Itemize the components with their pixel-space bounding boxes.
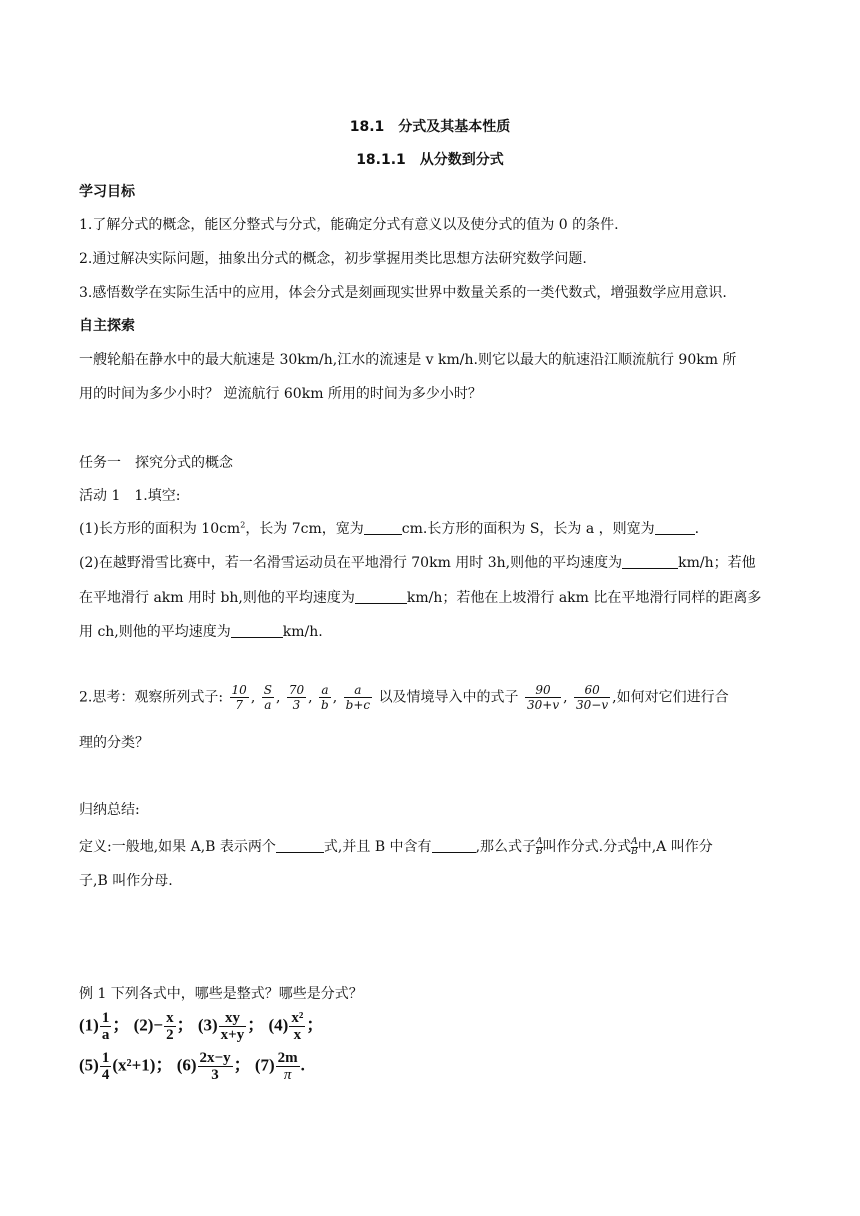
separator: ；	[155, 1055, 173, 1075]
goals-heading: 学习目标	[79, 184, 135, 200]
goal-item-2: 2.通过解决实际问题，抽象出分式的概念，初步掌握用类比思想方法研究数学问题.	[79, 251, 587, 267]
fill-blank[interactable]	[355, 589, 407, 604]
fill2-text-l1b: km/h；若他	[678, 555, 756, 571]
fraction	[164, 1010, 176, 1043]
goal-item-1: 1.了解分式的概念，能区分整式与分式，能确定分式有意义以及使分式的值为 0 的条件.	[79, 217, 619, 233]
fill-question-2-line-2	[79, 587, 761, 607]
fraction	[344, 683, 372, 712]
numerator: xy	[219, 1010, 247, 1027]
think-question-line-2: 理的分类？	[79, 735, 149, 751]
fill2-text-l2b: km/h；若他在上坡滑行 akm 比在平地滑行同样的距离多	[406, 590, 762, 606]
fill-blank[interactable]	[276, 838, 324, 853]
fraction	[230, 683, 249, 712]
example-expressions-row-2	[79, 1050, 305, 1083]
denominator: 3	[211, 1067, 219, 1083]
denominator: 7	[235, 698, 243, 712]
def-text-2: 式,并且 B 中含有	[323, 839, 432, 855]
definition-line-2: 子,B 叫作分母.	[79, 873, 173, 889]
end-period: .	[300, 1055, 305, 1075]
fill1-text-c: cm.长方形的面积为 S，长为 a ，则宽为	[401, 521, 655, 537]
separator: ；	[176, 1015, 194, 1035]
expr-label: (5)	[79, 1055, 99, 1075]
fraction	[319, 683, 331, 712]
numerator: 70	[288, 683, 305, 697]
numerator: 90	[525, 683, 561, 698]
fill-question-2-line-1	[79, 552, 756, 572]
think-suffix: ,如何对它们进行合	[612, 689, 729, 706]
task-one-heading: 任务一 探究分式的概念	[79, 455, 233, 471]
denominator: a	[101, 1027, 110, 1043]
expr-label: (6)	[176, 1055, 197, 1075]
expr-label: (3)	[197, 1015, 218, 1035]
fill2-text-l3a: 用 ch,则他的平均速度为	[79, 624, 231, 640]
fraction	[276, 1050, 300, 1083]
separator: ；	[112, 1015, 130, 1035]
def-text-4: 叫作分式.分式	[542, 839, 632, 855]
expr-label: (1)	[79, 1015, 99, 1035]
expr-term: (x²+1)	[112, 1055, 156, 1075]
numerator: a	[319, 683, 331, 698]
denominator: 4	[101, 1067, 110, 1083]
def-text-3: ,那么式子	[475, 839, 537, 855]
denominator: 2	[166, 1027, 174, 1043]
fill1-sup: 2	[240, 520, 246, 530]
numerator: 1	[101, 1010, 110, 1026]
expr-label: (4)	[268, 1015, 289, 1035]
fill1-text-b: ，长为 7cm，宽为	[245, 521, 364, 537]
separator: ；	[306, 1015, 324, 1035]
numerator: 10	[231, 683, 247, 697]
denominator: a	[264, 698, 272, 712]
fill2-text-l1a: (2)在越野滑雪比赛中，若一名滑雪运动员在平地滑行 70km 用时 3h,则他的平均速度为	[79, 555, 623, 571]
denominator: b	[321, 698, 329, 712]
expr-label: (7)	[254, 1055, 275, 1075]
fraction	[525, 683, 561, 712]
numerator: 2m	[277, 1050, 298, 1066]
numerator: A	[536, 836, 543, 847]
numerator: a	[344, 683, 372, 698]
think-question-line-1: 2.思考：观察所列式子: $\frac{10}{7}$ , $\frac{S}{a}$ , $\frac{70}{3}$ , $\frac{a}{b}$ , $\frac{a}{b+c}$ 以及情境导入中的式子 $\frac{90}{30+v}$ , $\frac{60}{30-v}$ ,如何对它们进行合	[79, 683, 729, 712]
denominator: b+c	[345, 698, 371, 712]
fill-question-2-line-3	[79, 621, 323, 641]
fill2-text-l3b: km/h.	[282, 624, 323, 640]
example-expressions-row-1	[79, 1010, 323, 1043]
fill-blank[interactable]	[655, 520, 695, 535]
fraction	[198, 1050, 233, 1083]
denominator: B	[536, 846, 543, 857]
denominator: 30+v	[527, 698, 560, 712]
fraction	[287, 683, 306, 712]
explore-heading: 自主探索	[79, 318, 135, 334]
subsection-title: 18.1.1 从分数到分式	[356, 152, 504, 168]
denominator: x+y	[220, 1027, 245, 1043]
separator: ；	[233, 1055, 251, 1075]
fill-blank[interactable]	[432, 838, 476, 853]
think-mid: 以及情境导入中的式子	[378, 689, 519, 706]
denominator: B	[631, 846, 638, 857]
fill2-text-l2a: 在平地滑行 akm 用时 bh,则他的平均速度为	[79, 590, 355, 606]
numerator: x	[166, 1010, 174, 1026]
fill1-text-d: .	[694, 521, 700, 537]
denominator: 3	[292, 698, 301, 712]
think-prefix: 2.思考：观察所列式子:	[79, 689, 224, 706]
numerator: 60	[574, 683, 610, 698]
denominator: x	[293, 1027, 302, 1043]
fill-blank[interactable]	[622, 554, 678, 569]
fill-blank[interactable]	[364, 520, 402, 535]
separator: ；	[247, 1015, 265, 1035]
activity-one: 活动 1 1.填空:	[79, 488, 181, 504]
section-title: 18.1 分式及其基本性质	[349, 119, 511, 135]
denominator: π	[283, 1067, 292, 1083]
def-text-1: 定义:一般地,如果 A,B 表示两个	[79, 839, 276, 855]
numerator: x²	[291, 1010, 304, 1026]
example-heading: 例 1 下列各式中，哪些是整式？哪些是分式？	[79, 986, 363, 1002]
fraction	[219, 1010, 247, 1043]
fraction	[262, 683, 274, 712]
summary-heading: 归纳总结:	[79, 802, 140, 818]
denominator: 30−v	[576, 698, 609, 712]
numerator: S	[263, 683, 272, 697]
fill-question-1	[79, 518, 699, 538]
numerator: 1	[101, 1050, 110, 1066]
def-text-5: 中,A 叫作分	[637, 839, 713, 855]
fraction	[100, 1050, 112, 1083]
definition-line-1	[79, 836, 713, 857]
explore-line-2: 用的时间为多少小时？ 逆流航行 60km 所用的时间为多少小时？	[79, 386, 482, 402]
goal-item-3: 3.感悟数学在实际生活中的应用，体会分式是刻画现实世界中数量关系的一类代数式，增强数学应用意识.	[79, 285, 727, 301]
fraction	[100, 1010, 112, 1043]
fraction-a-over-b	[631, 838, 638, 857]
expr-label: (2)−	[133, 1015, 164, 1035]
numerator: 2x−y	[199, 1050, 231, 1066]
fraction-a-over-b	[536, 838, 543, 857]
fill-blank[interactable]	[231, 623, 283, 638]
fill1-text-a: (1)长方形的面积为 10cm	[79, 521, 241, 537]
numerator: A	[631, 836, 638, 847]
fraction	[574, 683, 610, 712]
fraction	[289, 1010, 305, 1043]
explore-line-1: 一艘轮船在静水中的最大航速是 30km/h,江水的流速是 v km/h.则它以最大的航速沿江顺流航行 90km 所	[79, 352, 737, 368]
